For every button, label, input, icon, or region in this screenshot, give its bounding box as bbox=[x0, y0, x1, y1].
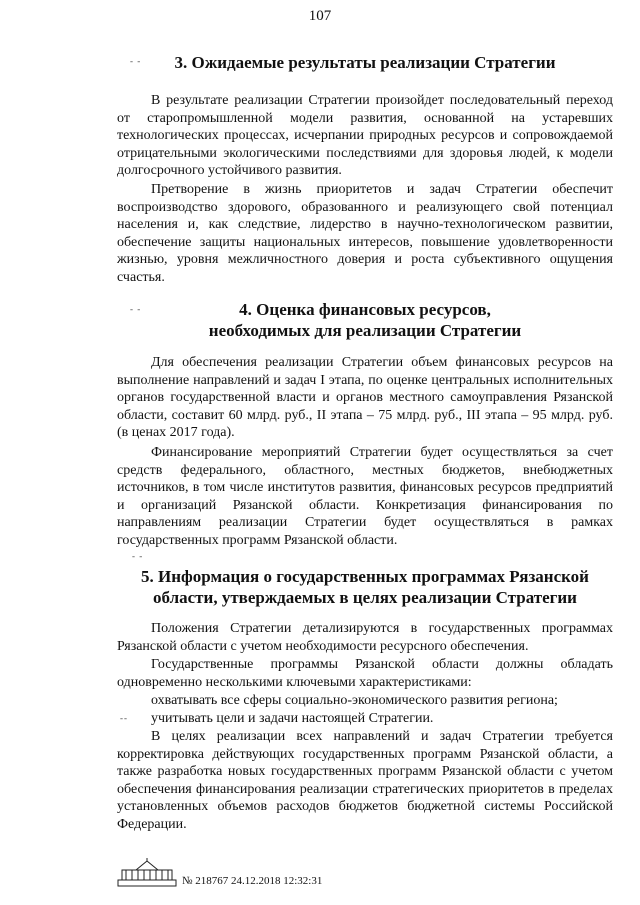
section-3-paragraph-1: В результате реализации Стратегии произойдет последовательный переход от старопромышленной модели развития, основанной на устаревших технологических процессах, исчерпании природных ресурсов и сопровождаемой отрицательными экологическими последствиями для здоровья людей, к модели долгосрочного устойчивого развития. bbox=[117, 93, 613, 179]
margin-mark: - - bbox=[130, 56, 142, 66]
section-3-paragraph-2: Претворение в жизнь приоритетов и задач Стратегии обеспечит воспроизводство здорового, образованного и реализующего свой потенциал населения и, как следствие, лидерство в научно-технологическом развитии, обеспечение защиты национальных интересов, повышение удовлетворенности жизнью, уровня межличностного доверия и роста субъективного ощущения счастья. bbox=[117, 182, 613, 285]
section-4-paragraph-2: Финансирование мероприятий Стратегии будет осуществляться за счет средств федерального, областного, местных бюджетов, внебюджетных источников, в том числе институтов развития, финансовых ресурсов предприятий и организаций Рязанской области. Конкретизация финансирования по направлениям реализации Стратегии будет осуществляться в рамках государственных программ Рязанской области. bbox=[117, 445, 613, 548]
margin-mark: -- bbox=[120, 713, 128, 723]
registration-stamp: № 218767 24.12.2018 12:32:31 bbox=[182, 875, 323, 887]
section-5-heading-line-2: области, утверждаемых в целях реализации Стратегии bbox=[153, 588, 577, 607]
section-5-list-item-2: учитывать цели и задачи настоящей Стратегии. bbox=[151, 711, 434, 726]
section-5-paragraph-2: Государственные программы Рязанской области должны обладать одновременно несколькими ключевыми характеристиками: bbox=[117, 657, 613, 690]
section-4-paragraph-1: Для обеспечения реализации Стратегии объем финансовых ресурсов на выполнение направлений и задач I этапа, по оценке центральных исполнительных органов государственной власти и органов местного самоуправления Рязанской области, составит 60 млрд. руб., II этапа – 75 млрд. руб., III этапа – 95 млрд. руб. (в ценах 2017 года). bbox=[117, 355, 613, 441]
section-4-heading bbox=[120, 299, 610, 341]
section-5-heading-line-1: 5. Информация о государственных программах Рязанской bbox=[141, 567, 589, 586]
section-3-heading: 3. Ожидаемые результаты реализации Стратегии bbox=[174, 53, 556, 72]
section-5-paragraph-3: В целях реализации всех направлений и задач Стратегии требуется корректировка действующих государственных программ Рязанской области, а также разработка новых государственных программ Рязанской области с учетом обеспечения финансирования реализации стратегических приоритетов в пределах установленных объемов расходов бюджетов бюджетной системы Российской Федерации. bbox=[117, 729, 613, 832]
margin-mark: - - bbox=[130, 304, 142, 314]
section-4-heading-line-1: 4. Оценка финансовых ресурсов, bbox=[239, 300, 491, 319]
section-4-heading-line-2: необходимых для реализации Стратегии bbox=[208, 321, 522, 340]
section-5-heading bbox=[120, 566, 610, 608]
section-5-paragraph-1: Положения Стратегии детализируются в государственных программах Рязанской области с учетом необходимости ресурсного обеспечения. bbox=[117, 621, 613, 654]
section-5-list-item-1: охватывать все сферы социально-экономического развития региона; bbox=[151, 693, 558, 708]
registry-logo-icon bbox=[116, 858, 178, 888]
margin-mark: - - bbox=[132, 551, 144, 561]
page-number: 107 bbox=[308, 8, 332, 24]
